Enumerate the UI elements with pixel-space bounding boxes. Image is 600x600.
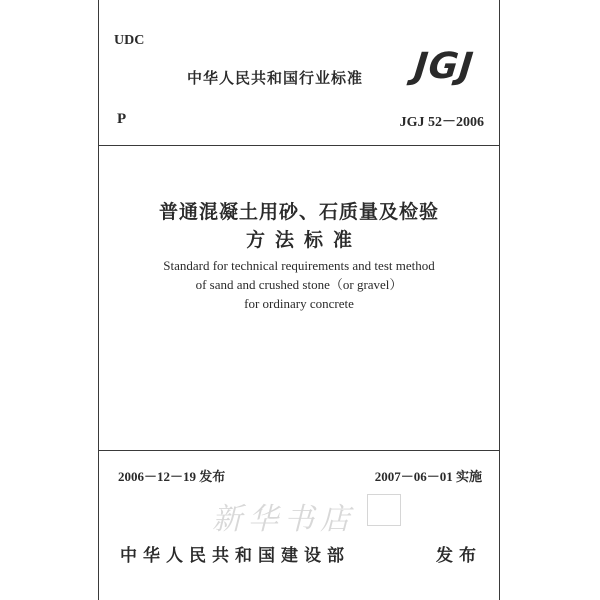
title-en-line1: Standard for technical requirements and test method (163, 258, 435, 273)
implementation-date: 2007－06－01 实施 (374, 469, 482, 484)
jgj-logo: JGJ (412, 45, 476, 87)
watermark: 新华书店 (212, 502, 356, 537)
title-cn-line1: 普通混凝土用砂、石质量及检验 (158, 201, 439, 223)
title-block (98, 198, 500, 313)
standard-number: JGJ 52－2006 (399, 115, 484, 130)
publish-label: 发布 (436, 546, 482, 566)
watermark-seal-icon (367, 494, 401, 526)
title-en-line3: for ordinary concrete (244, 296, 354, 311)
udc-label: UDC (114, 33, 145, 48)
issue-date: 2006－12－19 发布 (118, 469, 226, 484)
divider-bottom (98, 450, 500, 451)
publisher-name: 中华人民共和国建设部 (120, 546, 350, 566)
divider-top (98, 145, 500, 146)
title-en (98, 256, 500, 313)
title-cn-line2: 方法标准 (245, 229, 362, 251)
industry-standard-title: 中华人民共和国行业标准 (187, 69, 364, 87)
classification-code: P (117, 111, 127, 127)
title-en-line2: of sand and crushed stone（or gravel） (195, 277, 403, 292)
